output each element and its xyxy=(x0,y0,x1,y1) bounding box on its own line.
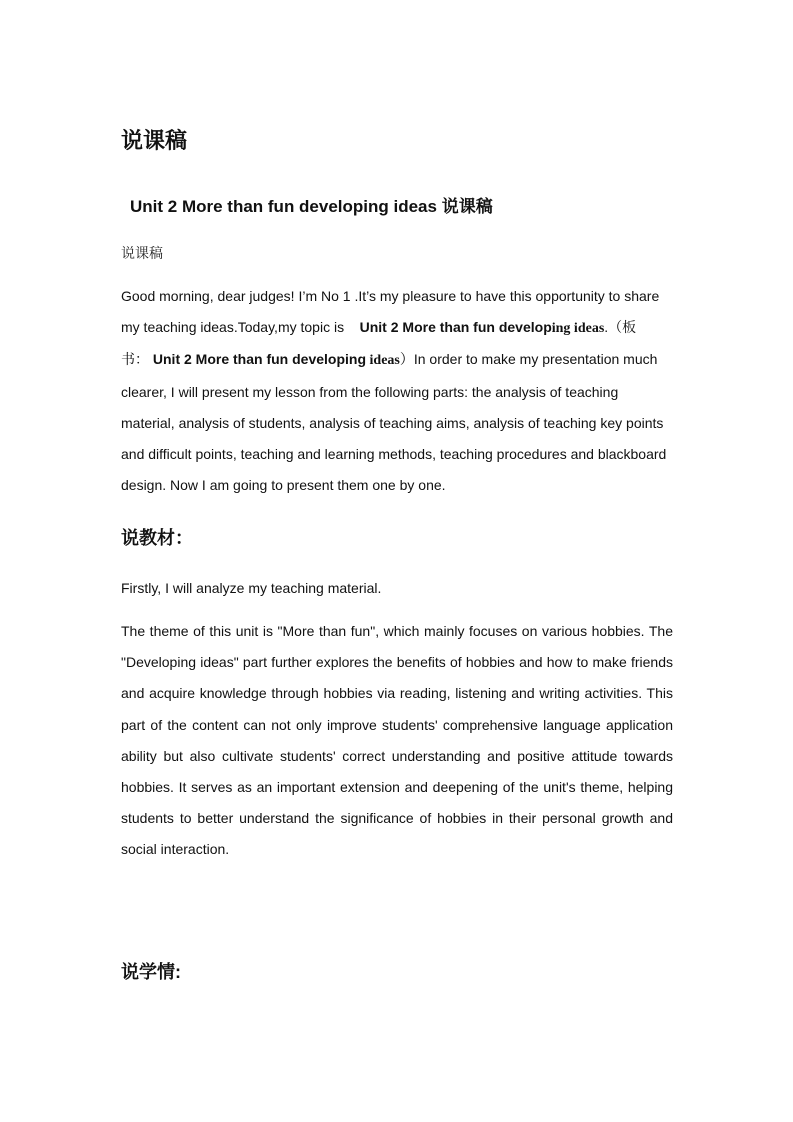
document-label: 说课稿 xyxy=(121,245,163,261)
document-subtitle: Unit 2 More than fun developing ideas 说课稿 xyxy=(130,197,493,216)
intro-topic2-sans: Unit 2 More than fun developing xyxy=(152,351,367,368)
section-heading-students: 说学情: xyxy=(121,962,181,982)
material-paragraph-2: The theme of this unit is "More than fun", which mainly focuses on various hobbies. The "Developing ideas" part further explores the benefits of hobbies and how to make friends and acquire knowledge through hobbies via reading, listening and writing activities. This part of the content can not only improve students' comprehensive language application ability but also cultivate students' correct understanding and positive attitude towards hobbies. It serves as an important extension and deepening of the unit's theme, helping students to better understand the significance of hobbies in their personal growth and social interaction. xyxy=(121,623,673,858)
section-heading-material: 说教材： xyxy=(121,528,193,548)
intro-paragraph xyxy=(121,281,673,501)
intro-topic-sans: Unit 2 More than fun develop xyxy=(359,319,552,336)
intro-topic2-serif: ideas xyxy=(366,353,400,369)
intro-topic-serif: ing ideas xyxy=(551,321,605,337)
material-paragraph-1: Firstly, I will analyze my teaching material. xyxy=(121,580,382,596)
intro-text-part3: ）In order to make my presentation much clearer, I will present my lesson from the following parts: the analysis of teaching material, analysis of students, analysis of teaching aims, analysis of teaching key points and difficult points, teaching and learning methods, teaching procedures and blackboard design. Now I am going to present them one by one. xyxy=(121,351,667,494)
intro-text-part1: Good morning, dear judges! I’m No 1 .It’s my pleasure to have this opportunity to share my teaching ideas.Today,my topic is xyxy=(121,288,660,336)
intro-text-part2: .（板书： xyxy=(121,319,637,368)
document-title: 说课稿 xyxy=(121,128,188,153)
